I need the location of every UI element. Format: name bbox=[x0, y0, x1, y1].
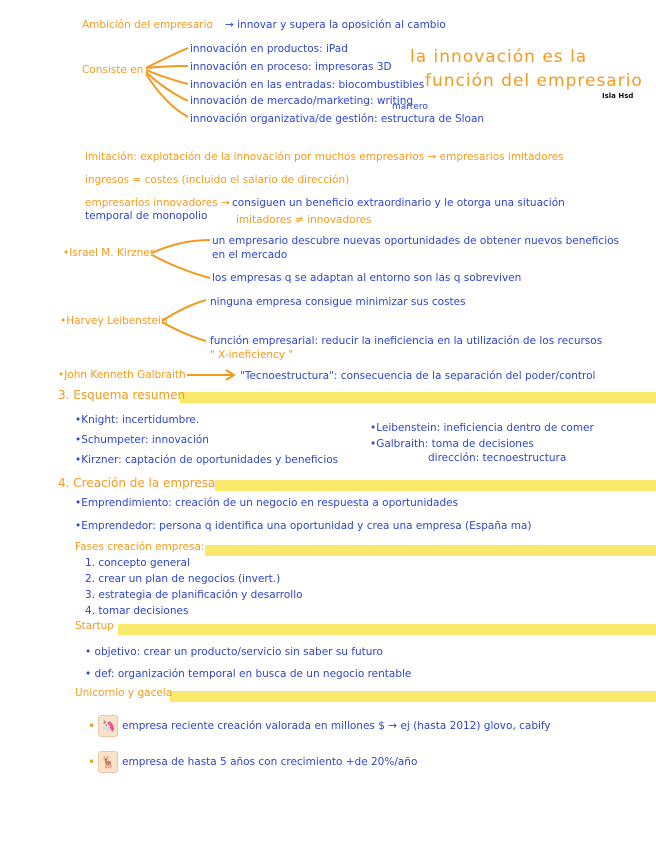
unicornio-title: Unicornio y gacela bbox=[75, 687, 173, 699]
startup-item-1: • objetivo: crear un producto/servicio sin saber su futuro bbox=[85, 646, 383, 658]
resumen-schumpeter: •Schumpeter: innovación bbox=[75, 434, 209, 446]
ambicion-label: Ambición del empresario bbox=[82, 19, 213, 31]
galbraith-desc: "Tecnoestructura": consecuencia de la separación del poder/control bbox=[240, 370, 596, 382]
innov-item-4-extra: marrero bbox=[392, 102, 428, 112]
innov-item-5: innovación organizativa/de gestión: estructura de Sloan bbox=[190, 113, 485, 125]
startup-title: Startup bbox=[75, 620, 114, 632]
highlight-creacion bbox=[215, 480, 656, 491]
unicorn-icon: 🦄 bbox=[98, 715, 118, 737]
highlight-startup bbox=[118, 624, 656, 635]
resumen-galbraith-2: dirección: tecnoestructura bbox=[428, 452, 567, 464]
galbraith-name: •John Kenneth Galbraith bbox=[58, 369, 186, 381]
fases-title: Fases creación empresa: bbox=[75, 541, 205, 553]
innov-item-3: innovación en las entradas: biocombustibles bbox=[190, 79, 425, 91]
creacion-title: 4. Creación de la empresa bbox=[58, 476, 216, 490]
unicornio-item-2: empresa de hasta 5 años con crecimiento +de 20%/año bbox=[122, 756, 418, 768]
unicornio-bullet-2: • bbox=[88, 755, 96, 769]
kirzner-name: •Israel M. Kirzner bbox=[63, 247, 155, 259]
resumen-title: 3. Esquema resumen bbox=[58, 388, 186, 402]
empresarios-innov-desc: consiguen un beneficio extraordinario y le otorga una situación bbox=[232, 197, 565, 209]
unicornio-item-1: empresa reciente creación valorada en millones $ → ej (hasta 2012) glovo, cabify bbox=[122, 720, 551, 732]
ambicion-desc-text: innovar y supera la oposición al cambio bbox=[237, 19, 446, 31]
temporal-monopolio: temporal de monopolio bbox=[85, 210, 208, 222]
leibenstein-point-2: función empresarial: reducir la ineficiencia en la utilización de los recursos bbox=[210, 335, 603, 347]
unicornio-bullet-1: • bbox=[88, 719, 96, 733]
innov-item-4: innovación de mercado/marketing: writing bbox=[190, 95, 414, 107]
fase-2: 2. crear un plan de negocios (invert.) bbox=[85, 573, 281, 585]
empresarios-innov-label: empresarios innovadores → bbox=[85, 197, 230, 209]
gazelle-icon: 🦌 bbox=[98, 751, 118, 773]
imitacion-text: imitación: explotación de la innovación por muchos empresarios → empresarios imitadores bbox=[85, 151, 564, 163]
resumen-leibenstein: •Leibenstein: ineficiencia dentro de comer bbox=[370, 422, 594, 434]
creacion-item-1: •Emprendimiento: creación de un negocio en respuesta a oportunidades bbox=[75, 497, 459, 509]
fase-3: 3. estrategia de planificación y desarrollo bbox=[85, 589, 303, 601]
innov-item-2: innovación en proceso: impresoras 3D bbox=[190, 61, 392, 73]
quote-line-1: la innovación es la bbox=[410, 47, 588, 67]
resumen-kirzner: •Kirzner: captación de oportunidades y beneficios bbox=[75, 454, 339, 466]
consiste-en-label: Consiste en bbox=[82, 64, 144, 76]
highlight-unicornio bbox=[170, 691, 656, 702]
kirzner-point-1: un empresario descubre nuevas oportunidades de obtener nuevos beneficios bbox=[212, 235, 620, 247]
ingresos-text: ingresos = costes (incluido el salario de dirección) bbox=[85, 174, 350, 186]
highlight-resumen bbox=[180, 392, 656, 403]
highlight-fases bbox=[205, 545, 656, 556]
resumen-galbraith: •Galbraith: toma de decisiones bbox=[370, 438, 534, 450]
quote-line-2: función del empresario bbox=[425, 71, 643, 91]
leibenstein-name: •Harvey Leibenstein bbox=[60, 315, 168, 327]
ambicion-desc: → innovar y supera la oposición al cambio bbox=[225, 19, 446, 31]
fase-1: 1. concepto general bbox=[85, 557, 190, 569]
leibenstein-point-3: " X-ineficiency " bbox=[210, 349, 294, 361]
resumen-knight: •Knight: incertidumbre. bbox=[75, 414, 200, 426]
fase-4: 4. tomar decisiones bbox=[85, 605, 189, 617]
creacion-item-2: •Emprendedor: persona q identifica una oportunidad y crea una empresa (España ma) bbox=[75, 520, 532, 532]
kirzner-point-2: los empresas q se adaptan al entorno son las q sobreviven bbox=[212, 272, 522, 284]
imitadores-text: imitadores ≠ innovadores bbox=[236, 214, 372, 226]
kirzner-point-1b: en el mercado bbox=[212, 249, 288, 261]
leibenstein-point-1: ninguna empresa consigue minimizar sus costes bbox=[210, 296, 466, 308]
startup-item-2: • def: organización temporal en busca de un negocio rentable bbox=[85, 668, 412, 680]
innov-item-1: innovación en productos: iPad bbox=[190, 43, 348, 55]
quote-author: Isla Hsd bbox=[602, 92, 634, 100]
